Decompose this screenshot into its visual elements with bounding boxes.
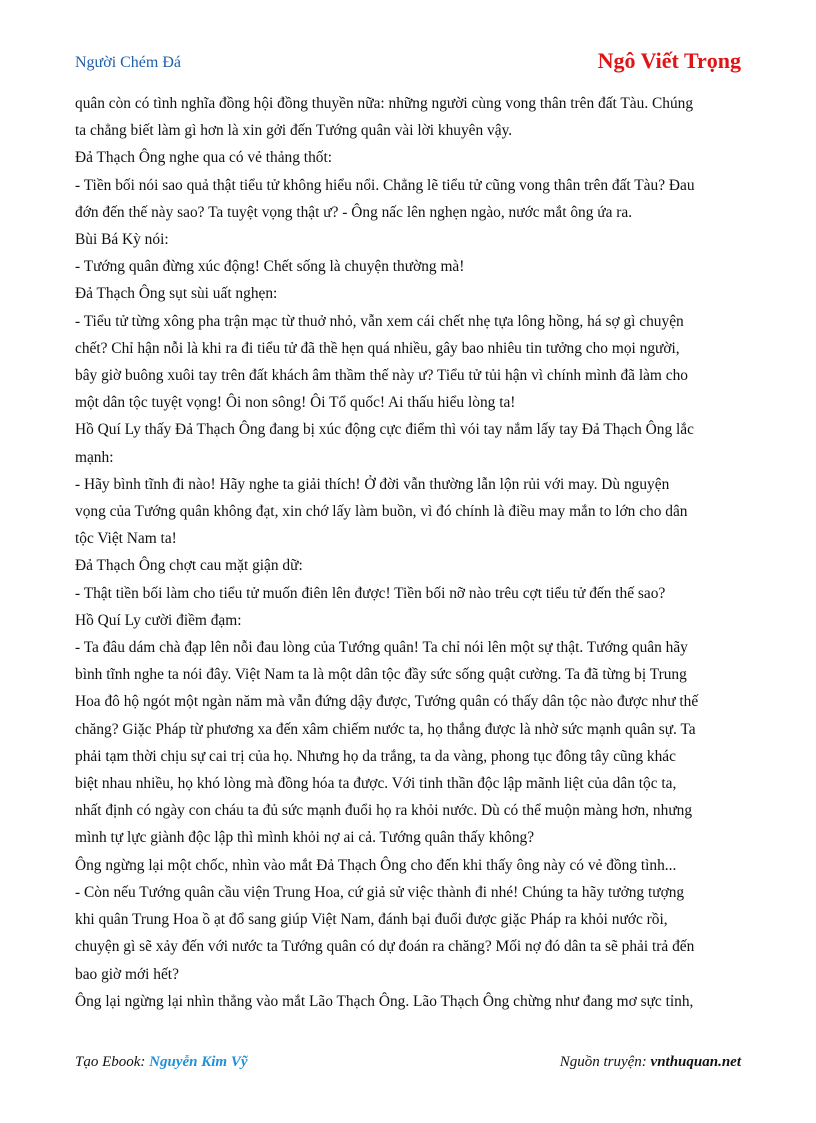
text-line: - Thật tiền bối làm cho tiểu tử muốn điên lên được! Tiền bối nỡ nào trêu cợt tiểu tử đến thế sao? bbox=[75, 584, 666, 602]
author-name: Ngô Viết Trọng bbox=[597, 48, 741, 73]
source-credit: Nguồn truyện: vnthuquan.net bbox=[559, 1054, 741, 1070]
text-line: ta chẳng biết làm gì hơn là xin gởi đến Tướng quân vài lời khuyên vậy. bbox=[75, 122, 513, 140]
text-line: - Ta đâu dám chà đạp lên nỗi đau lòng của Tướng quân! Ta chỉ nói lên một sự thật. Tướng quân hãy bbox=[75, 639, 688, 657]
text-line: nhất định có ngày con cháu ta đủ sức mạnh đuổi họ ra khỏi nước. Dù có thể muộn màng hơn, nhưng bbox=[75, 802, 693, 820]
page-header bbox=[75, 48, 741, 78]
text-line: - Tiền bối nói sao quả thật tiểu tử không hiểu nổi. Chẳng lẽ tiểu tử cũng vong thân trên đất Tàu? Đau bbox=[75, 176, 695, 194]
text-line: Bùi Bá Kỳ nói: bbox=[75, 231, 169, 249]
text-line: bao giờ mới hết? bbox=[75, 965, 179, 983]
text-line: chăng? Giặc Pháp từ phương xa đến xâm chiếm nước ta, họ thắng được là nhờ sức mạnh quân sự. Ta bbox=[75, 720, 696, 738]
text-line: - Tướng quân đừng xúc động! Chết sống là chuyện thường mà! bbox=[75, 258, 465, 276]
page-footer bbox=[75, 1054, 741, 1078]
text-line: đớn đến thế này sao? Ta tuyệt vọng thật ư? - Ông nấc lên nghẹn ngào, nước mắt ông ứa ra. bbox=[75, 203, 633, 221]
ebook-creator: Nguyễn Kim Vỹ bbox=[149, 1054, 248, 1070]
book-title: Người Chém Đá bbox=[75, 54, 182, 71]
text-line: Đả Thạch Ông sụt sùi uất nghẹn: bbox=[75, 285, 278, 303]
text-line: Ông lại ngừng lại nhìn thẳng vào mắt Lão Thạch Ông. Lão Thạch Ông chừng như đang mơ sực tỉnh, bbox=[75, 992, 694, 1010]
text-line: bây giờ buông xuôi tay trên đất khách âm thầm thế này ư? Tiểu tử tủi hận vì chính mình đã làm cho bbox=[75, 367, 688, 385]
text-line: Hồ Quí Ly thấy Đả Thạch Ông đang bị xúc động cực điểm thì vói tay nắm lấy tay Đả Thạch Ông lắc bbox=[75, 421, 694, 439]
text-line: mạnh: bbox=[75, 448, 114, 466]
text-line: Đả Thạch Ông nghe qua có vẻ thảng thốt: bbox=[75, 149, 333, 167]
text-line: - Hãy bình tĩnh đi nào! Hãy nghe ta giải thích! Ở đời vẫn thường lẫn lộn rủi với may. Dù nguyện bbox=[75, 475, 670, 493]
text-line: Hoa đô hộ ngót một ngàn năm mà vẫn đứng dậy được, Tướng quân có thấy dân tộc nào được như thế bbox=[75, 693, 699, 711]
source-label: Nguồn truyện bbox=[559, 1054, 642, 1070]
source-site: vnthuquan.net bbox=[650, 1054, 741, 1070]
page-body bbox=[75, 90, 743, 1015]
text-line: - Tiểu tử từng xông pha trận mạc từ thuở nhỏ, vẫn xem cái chết nhẹ tựa lông hồng, há sợ gì chuyện bbox=[75, 312, 684, 330]
text-line: phải tạm thời chịu sự cai trị của họ. Nhưng họ da trắng, ta da vàng, phong tục đông tây cũng khác bbox=[75, 747, 676, 765]
text-line: chuyện gì sẽ xảy đến với nước ta Tướng quân có dự đoán ra chăng? Mối nợ đó dân ta sẽ phải trả đến bbox=[75, 938, 695, 956]
text-line: chết? Chỉ hận nỗi là khi ra đi tiểu tử đã thề hẹn quá nhiều, gây bao nhiêu tin tưởng cho mọi người, bbox=[75, 339, 680, 357]
text-line: vọng của Tướng quân không đạt, xin chớ lấy làm buồn, vì đó chính là điều may mắn to lớn cho dân bbox=[75, 503, 688, 521]
text-line: tộc Việt Nam ta! bbox=[75, 530, 177, 548]
text-line: - Còn nếu Tướng quân cầu viện Trung Hoa, cứ giả sử việc thành đi nhé! Chúng ta hãy tưởng tượng bbox=[75, 883, 685, 901]
text-line: mình tự lực giành độc lập thì mình khỏi nợ ai cả. Tướng quân thấy không? bbox=[75, 829, 535, 847]
ebook-label: Tạo Ebook bbox=[75, 1054, 141, 1070]
ebook-credit: Tạo Ebook: Nguyễn Kim Vỹ bbox=[75, 1054, 248, 1070]
text-line: Ông ngừng lại một chốc, nhìn vào mắt Đả Thạch Ông cho đến khi thấy ông này có vẻ đồng tình... bbox=[75, 856, 677, 874]
text-line: Đả Thạch Ông chợt cau mặt giận dữ: bbox=[75, 557, 303, 575]
text-line: bình tĩnh nghe ta nói đây. Việt Nam ta là một dân tộc đầy sức sống quật cường. Ta đã từng bị Trung bbox=[75, 666, 687, 684]
text-line: một dân tộc tuyệt vọng! Ôi non sông! Ôi Tổ quốc! Ai thấu hiểu lòng ta! bbox=[75, 394, 516, 412]
text-line: biệt nhau nhiều, họ khó lòng mà đồng hóa ta được. Với tinh thần độc lập mãnh liệt của dân tộc ta, bbox=[75, 775, 677, 793]
text-line: quân còn có tình nghĩa đồng hội đồng thuyền nữa: những người cùng vong thân trên đất Tàu. Chúng bbox=[75, 95, 694, 112]
text-line: khi quân Trung Hoa ồ ạt đổ sang giúp Việt Nam, đánh bại đuổi được giặc Pháp ra khỏi nước rồi, bbox=[75, 911, 668, 929]
text-line: Hồ Quí Ly cười điềm đạm: bbox=[75, 611, 242, 629]
